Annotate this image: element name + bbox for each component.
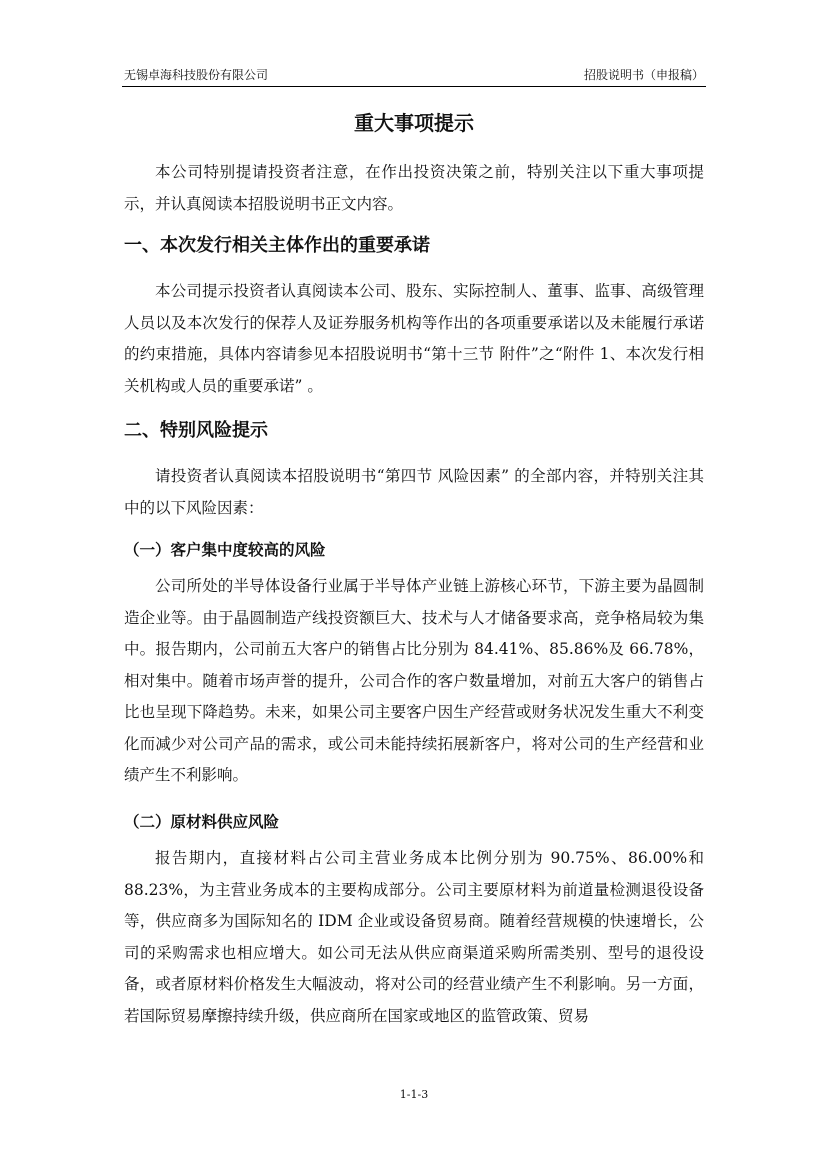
intro-paragraph: 本公司特别提请投资者注意，在作出投资决策之前，特别关注以下重大事项提示，并认真阅读本招股说明书正文内容。 xyxy=(124,163,704,213)
page-title: 重大事项提示 xyxy=(354,111,474,135)
section2-heading: 二、特别风险提示 xyxy=(124,420,268,441)
header-company: 无锡卓海科技股份有限公司 xyxy=(124,68,269,82)
section2-paragraph: 请投资者认真阅读本招股说明书“第四节 风险因素” 的全部内容，并特别关注其中的以下风险因素： xyxy=(124,467,704,517)
subsection2-heading: （二）原材料供应风险 xyxy=(124,813,280,831)
section1-heading: 一、本次发行相关主体作出的重要承诺 xyxy=(124,235,430,256)
page-number: 1-1-3 xyxy=(399,1088,429,1101)
subsection2-paragraph: 报告期内，直接材料占公司主营业务成本比例分别为 90.75%、86.00%和 88.23%，为主营业务成本的主要构成部分。公司主要原材料为前道量检测退役设备等，供应商多为国际知名的 IDM 企业或设备贸易商。随着经营规模的快速增长，公司的采购需求也相应增大。如公司无法从供应商渠道采购所需类别、型号的退役设备，或者原材料价格发生大幅波动，将对公司的经营业绩产生不利影响。另一方面，若国际贸易摩擦持续升级，供应商所在国家或地区的监管政策、贸易 xyxy=(124,849,704,1025)
page-header xyxy=(124,66,704,84)
subsection1-paragraph: 公司所处的半导体设备行业属于半导体产业链上游核心环节，下游主要为晶圆制造企业等。由于晶圆制造产线投资额巨大、技术与人才储备要求高，竞争格局较为集中。报告期内，公司前五大客户的销售占比分别为 84.41%、85.86%及 66.78%，相对集中。随着市场声誉的提升，公司合作的客户数量增加，对前五大客户的销售占比也呈现下降趋势。未来，如果公司主要客户因生产经营或财务状况发生重大不利变化而减少对公司产品的需求，或公司未能持续拓展新客户，将对公司的生产经营和业绩产生不利影响。 xyxy=(124,577,704,784)
header-doc-type: 招股说明书（申报稿） xyxy=(583,68,704,82)
subsection1-heading: （一）客户集中度较高的风险 xyxy=(124,541,326,559)
section1-paragraph: 本公司提示投资者认真阅读本公司、股东、实际控制人、董事、监事、高级管理人员以及本次发行的保荐人及证券服务机构等作出的各项重要承诺以及未能履行承诺的约束措施，具体内容请参见本招股说明书“第十三节 附件”之“附件 1、本次发行相关机构或人员的重要承诺” 。 xyxy=(124,282,704,395)
header-rule xyxy=(122,86,706,87)
